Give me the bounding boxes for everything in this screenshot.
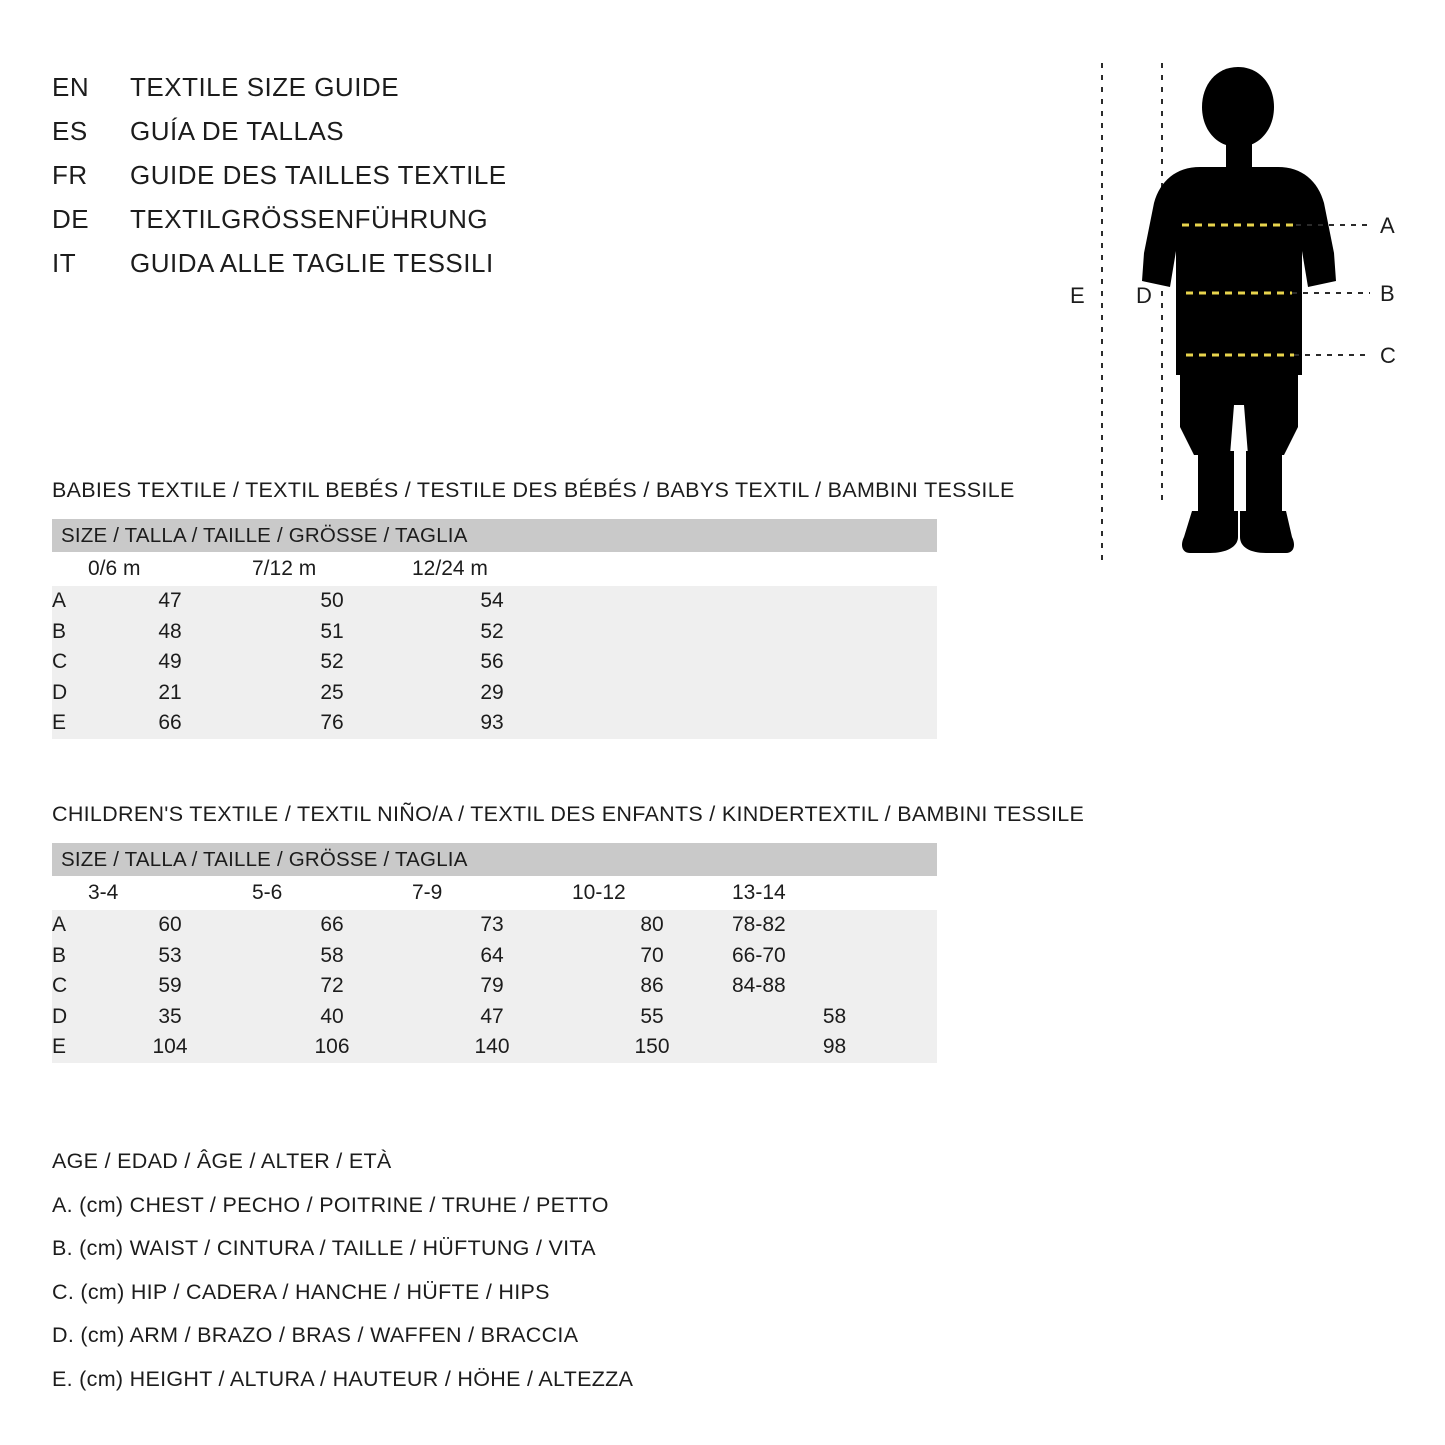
table-row [52, 1032, 937, 1063]
cell-spacer [572, 617, 937, 648]
row-label: E [52, 708, 88, 739]
cell-spacer [572, 647, 937, 678]
cell: 25 [252, 678, 412, 709]
babies-table-header: SIZE / TALLA / TAILLE / GRÖSSE / TAGLIA [52, 519, 937, 552]
cell: 93 [412, 708, 572, 739]
table-row [52, 617, 937, 648]
legend-line-d: D. (cm) ARM / BRAZO / BRAS / WAFFEN / BRACCIA [52, 1323, 579, 1347]
cell: 104 [88, 1032, 252, 1063]
children-section-title: CHILDREN'S TEXTILE / TEXTIL NIÑO/A / TEXTIL DES ENFANTS / KINDERTEXTIL / BAMBINI TESSILE [52, 802, 1085, 826]
table-column-row [52, 876, 937, 910]
header-title-text: GUIDA ALLE TAGLIE TESSILI [130, 248, 494, 278]
table-row [52, 708, 937, 739]
cell: 140 [412, 1032, 572, 1063]
cell: 29 [412, 678, 572, 709]
label-c: C [1380, 343, 1396, 368]
cell: 73 [412, 910, 572, 941]
cell: 47 [88, 586, 252, 617]
legend-line-e: E. (cm) HEIGHT / ALTURA / HAUTEUR / HÖHE / ALTEZZA [52, 1366, 634, 1391]
row-label: C [52, 647, 88, 678]
cell: 35 [88, 1002, 252, 1033]
cell: 53 [88, 941, 252, 972]
header-row [52, 204, 692, 248]
babies-col-spacer [572, 552, 937, 586]
cell: 66 [88, 708, 252, 739]
label-a: A [1380, 213, 1395, 238]
babies-size-table [52, 519, 937, 739]
legend-line-b: B. (cm) WAIST / CINTURA / TAILLE / HÜFTUNG / VITA [52, 1236, 596, 1260]
cell: 106 [252, 1032, 412, 1063]
table-column-row [52, 552, 937, 586]
cell: 72 [252, 971, 412, 1002]
children-col-4: 13-14 [732, 876, 937, 910]
cell: 48 [88, 617, 252, 648]
empty-corner-cell [52, 876, 88, 910]
babies-section-title: BABIES TEXTILE / TEXTIL BEBÉS / TESTILE DES BÉBÉS / BABYS TEXTIL / BAMBINI TESSILE [52, 478, 1015, 502]
label-d: D [1136, 283, 1152, 308]
cell: 70 [572, 941, 732, 972]
cell: 76 [252, 708, 412, 739]
row-label: C [52, 971, 88, 1002]
cell: 78-82 [732, 910, 937, 941]
measurement-legend [52, 1140, 852, 1401]
cell: 86 [572, 971, 732, 1002]
children-col-1: 5-6 [252, 876, 412, 910]
babies-col-1: 7/12 m [252, 552, 412, 586]
table-row [52, 678, 937, 709]
cell: 64 [412, 941, 572, 972]
cell-spacer [572, 708, 937, 739]
cell: 58 [252, 941, 412, 972]
cell: 79 [412, 971, 572, 1002]
table-row [52, 586, 937, 617]
children-col-2: 7-9 [412, 876, 572, 910]
cell: 80 [572, 910, 732, 941]
header-title-text: TEXTILE SIZE GUIDE [130, 72, 400, 102]
table-row [52, 941, 937, 972]
row-label: D [52, 1002, 88, 1033]
cell: 49 [88, 647, 252, 678]
empty-corner-cell [52, 552, 88, 586]
children-textile-section [52, 802, 1182, 1063]
legend-line-c: C. (cm) HIP / CADERA / HANCHE / HÜFTE / HIPS [52, 1279, 550, 1304]
header-title-text: GUIDE DES TAILLES TEXTILE [130, 160, 507, 190]
cell: 21 [88, 678, 252, 709]
row-label: A [52, 586, 88, 617]
cell-spacer [572, 586, 937, 617]
table-row [52, 910, 937, 941]
table-row [52, 1002, 937, 1033]
cell: 59 [88, 971, 252, 1002]
cell: 56 [412, 647, 572, 678]
legend-line-age: AGE / EDAD / ÂGE / ALTER / ETÀ [52, 1149, 392, 1173]
cell: 58 [732, 1002, 937, 1033]
table-row [52, 971, 937, 1002]
label-b: B [1380, 281, 1395, 306]
cell: 50 [252, 586, 412, 617]
header-row [52, 116, 692, 160]
babies-col-2: 12/24 m [412, 552, 572, 586]
cell: 84-88 [732, 971, 937, 1002]
header-row [52, 248, 692, 292]
babies-col-0: 0/6 m [88, 552, 252, 586]
cell: 66 [252, 910, 412, 941]
row-label: D [52, 678, 88, 709]
header-lang-code: ES [52, 116, 88, 146]
row-label: B [52, 617, 88, 648]
child-silhouette-svg [1040, 55, 1420, 575]
row-label: B [52, 941, 88, 972]
cell: 150 [572, 1032, 732, 1063]
header-title-text: TEXTILGRÖSSENFÜHRUNG [130, 204, 489, 234]
cell: 40 [252, 1002, 412, 1033]
table-row [52, 647, 937, 678]
row-label: A [52, 910, 88, 941]
body-measurement-diagram [1040, 55, 1420, 575]
cell: 54 [412, 586, 572, 617]
cell-spacer [572, 678, 937, 709]
header-row [52, 72, 692, 116]
language-header-block [52, 72, 692, 292]
header-title-text: GUÍA DE TALLAS [130, 116, 345, 146]
cell: 52 [412, 617, 572, 648]
cell: 66-70 [732, 941, 937, 972]
legend-line-a: A. (cm) CHEST / PECHO / POITRINE / TRUHE / PETTO [52, 1192, 609, 1217]
table-header-row [52, 519, 937, 552]
children-size-table [52, 843, 937, 1063]
cell: 55 [572, 1002, 732, 1033]
label-e: E [1070, 283, 1085, 308]
header-lang-code: FR [52, 160, 88, 190]
cell: 98 [732, 1032, 937, 1063]
cell: 51 [252, 617, 412, 648]
children-col-3: 10-12 [572, 876, 732, 910]
header-row [52, 160, 692, 204]
cell: 52 [252, 647, 412, 678]
row-label: E [52, 1032, 88, 1063]
cell: 60 [88, 910, 252, 941]
babies-textile-section [52, 478, 1015, 739]
table-header-row [52, 843, 937, 876]
header-lang-code: EN [52, 72, 90, 102]
children-col-0: 3-4 [88, 876, 252, 910]
children-table-header: SIZE / TALLA / TAILLE / GRÖSSE / TAGLIA [52, 843, 937, 876]
child-silhouette-shape [1142, 67, 1336, 553]
cell: 47 [412, 1002, 572, 1033]
header-lang-code: IT [52, 248, 77, 278]
header-lang-code: DE [52, 204, 90, 234]
